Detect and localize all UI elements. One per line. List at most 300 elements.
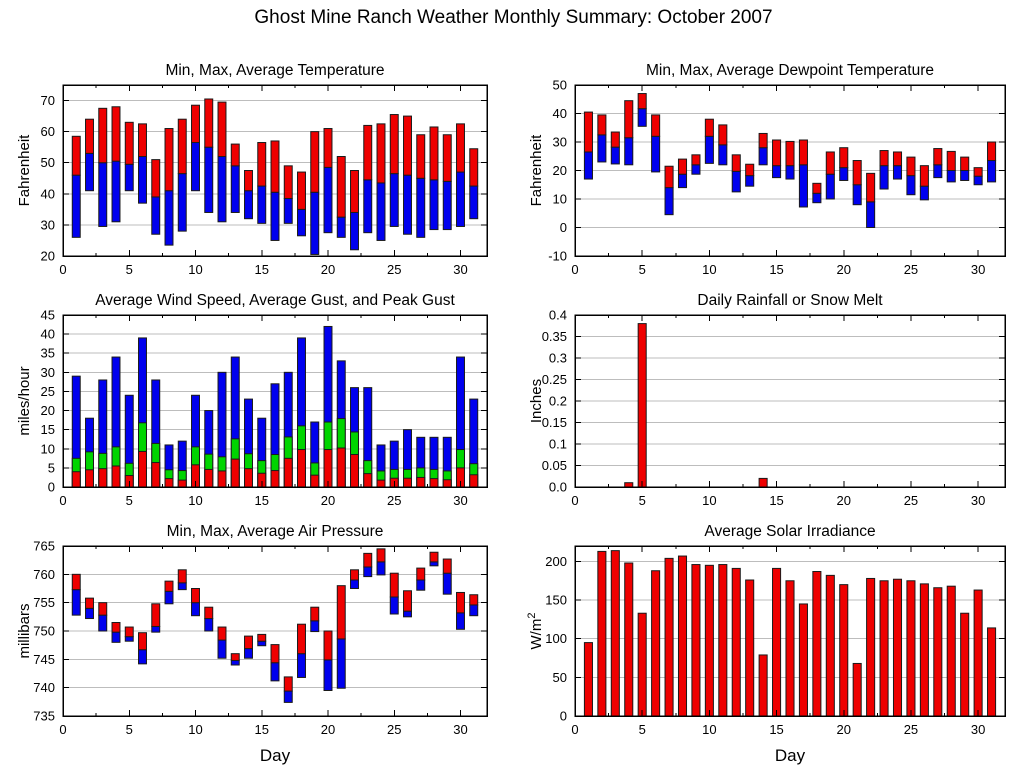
y-tick-label: 20 xyxy=(40,403,55,419)
bar-min-avg-day-2 xyxy=(598,135,606,162)
bar-day-18 xyxy=(813,572,821,717)
bar-day-10 xyxy=(705,565,713,716)
bar-min-avg-day-23 xyxy=(364,180,372,233)
y-tick-label: 10 xyxy=(40,441,55,457)
axis-labels xyxy=(528,292,985,508)
bar-avg-max-day-1 xyxy=(72,574,80,589)
bar-series-0-day-9 xyxy=(178,480,186,487)
bar-series-0-day-2 xyxy=(86,470,94,487)
bar-min-avg-day-20 xyxy=(840,168,848,181)
x-tick-label: 25 xyxy=(387,722,402,737)
bar-day-3 xyxy=(611,551,619,716)
bar-min-avg-day-10 xyxy=(192,603,200,616)
x-tick-label: 25 xyxy=(387,493,402,508)
bar-day-14 xyxy=(759,478,767,487)
y-tick-label: 745 xyxy=(33,651,55,667)
x-tick-label: 10 xyxy=(702,493,717,508)
bar-min-avg-day-24 xyxy=(893,166,901,179)
x-tick-label: 20 xyxy=(836,493,851,508)
x-tick-label: 10 xyxy=(188,493,203,508)
y-tick-label: 0 xyxy=(559,708,567,724)
y-tick-label: 60 xyxy=(40,124,55,140)
bar-series-0-day-26 xyxy=(404,478,412,487)
bar-avg-max-day-10 xyxy=(705,119,713,136)
x-tick-label: 30 xyxy=(970,722,986,737)
bar-min-avg-day-16 xyxy=(786,166,794,179)
bar-avg-max-day-5 xyxy=(638,94,646,109)
y-tick-label: 45 xyxy=(40,307,55,323)
bar-series-0-day-3 xyxy=(99,469,107,487)
y-tick-label: 50 xyxy=(40,155,55,171)
bar-series-0-day-31 xyxy=(470,475,478,487)
bar-series-0-day-28 xyxy=(430,479,438,487)
y-tick-label: 200 xyxy=(545,553,567,569)
x-tick-label: 20 xyxy=(836,722,851,737)
bar-avg-max-day-11 xyxy=(719,125,727,145)
bar-day-31 xyxy=(988,628,996,716)
bar-min-avg-day-27 xyxy=(417,178,425,237)
bar-avg-max-day-19 xyxy=(311,607,319,621)
bar-min-avg-day-24 xyxy=(377,183,385,241)
bar-avg-max-day-18 xyxy=(298,624,306,653)
bar-min-avg-day-30 xyxy=(457,613,465,629)
axis-labels xyxy=(526,523,985,765)
bar-avg-max-day-4 xyxy=(112,107,120,161)
bar-min-avg-day-15 xyxy=(258,641,266,646)
bar-avg-max-day-25 xyxy=(390,573,398,597)
bar-min-avg-day-22 xyxy=(867,202,875,228)
bar-min-avg-day-31 xyxy=(470,186,478,219)
bar-avg-max-day-16 xyxy=(271,645,279,663)
bar-day-20 xyxy=(840,585,848,716)
chart-wind xyxy=(16,292,487,508)
bar-avg-max-day-26 xyxy=(920,166,928,187)
bar-min-avg-day-18 xyxy=(813,193,821,202)
bar-min-avg-day-3 xyxy=(99,163,107,227)
bar-min-avg-day-26 xyxy=(404,175,412,234)
bar-min-avg-day-9 xyxy=(692,165,700,174)
bar-min-avg-day-11 xyxy=(205,147,213,212)
bar-avg-max-day-5 xyxy=(125,627,133,637)
bar-day-9 xyxy=(692,565,700,716)
bar-min-avg-day-17 xyxy=(799,165,807,207)
bar-min-avg-day-19 xyxy=(311,621,319,632)
x-tick-label: 0 xyxy=(59,722,67,737)
bar-min-avg-day-12 xyxy=(218,157,226,222)
x-tick-label: 15 xyxy=(254,262,269,277)
bar-min-avg-day-5 xyxy=(125,164,133,190)
bar-avg-max-day-10 xyxy=(192,589,200,603)
x-tick-label: 0 xyxy=(59,493,67,508)
y-axis-label: Fahrenheit xyxy=(528,134,545,207)
bar-avg-max-day-22 xyxy=(867,173,875,202)
chart-title: Average Wind Speed, Average Gust, and Peak Gust xyxy=(95,292,455,309)
bar-avg-max-day-30 xyxy=(974,168,982,177)
bar-min-avg-day-30 xyxy=(457,172,465,226)
bar-day-4 xyxy=(625,563,633,716)
y-tick-label: 760 xyxy=(33,566,55,582)
bar-day-8 xyxy=(678,556,686,716)
x-tick-label: 10 xyxy=(188,722,203,737)
bar-day-27 xyxy=(934,588,942,716)
y-axis-label: Fahrenheit xyxy=(16,134,33,207)
y-axis-label: $W/m^2$ xyxy=(526,612,545,650)
bar-day-21 xyxy=(853,663,861,716)
bar-avg-max-day-31 xyxy=(988,142,996,161)
bar-day-7 xyxy=(665,558,673,716)
bar-avg-max-day-24 xyxy=(893,152,901,166)
bar-avg-max-day-19 xyxy=(826,152,834,174)
bar-avg-max-day-20 xyxy=(324,129,332,168)
bar-min-avg-day-6 xyxy=(139,650,147,664)
y-tick-label: 765 xyxy=(33,538,55,554)
bar-avg-max-day-6 xyxy=(652,115,660,136)
bar-min-avg-day-11 xyxy=(205,619,213,631)
bar-min-avg-day-24 xyxy=(377,562,385,575)
x-tick-label: 30 xyxy=(970,262,986,277)
y-tick-label: 0.4 xyxy=(548,307,567,323)
bar-avg-max-day-27 xyxy=(417,135,425,179)
bar-avg-max-day-3 xyxy=(99,108,107,162)
bar-avg-max-day-15 xyxy=(773,140,781,166)
bar-avg-max-day-6 xyxy=(139,633,147,650)
x-tick-label: 0 xyxy=(571,493,579,508)
bar-avg-max-day-17 xyxy=(284,166,292,199)
bar-min-avg-day-27 xyxy=(417,580,425,590)
bar-min-avg-day-21 xyxy=(337,639,345,688)
bar-min-avg-day-3 xyxy=(611,147,619,164)
bar-min-avg-day-18 xyxy=(298,654,306,678)
bar-avg-max-day-30 xyxy=(457,592,465,612)
bar-min-avg-day-23 xyxy=(364,567,372,577)
bar-series-0-day-8 xyxy=(165,479,173,487)
bar-min-avg-day-18 xyxy=(298,209,306,235)
y-tick-label: 40 xyxy=(40,186,55,202)
bar-day-15 xyxy=(773,568,781,716)
axis-labels xyxy=(16,62,468,277)
bar-min-avg-day-6 xyxy=(652,136,660,172)
bar-avg-max-day-22 xyxy=(351,570,359,580)
bar-day-13 xyxy=(746,580,754,716)
x-tick-label: 0 xyxy=(571,262,579,277)
y-tick-label: 0 xyxy=(47,479,55,495)
y-tick-label: 25 xyxy=(40,383,55,399)
bar-min-avg-day-2 xyxy=(86,608,94,618)
x-tick-label: 30 xyxy=(453,722,468,737)
bar-avg-max-day-4 xyxy=(112,623,120,633)
bar-min-avg-day-1 xyxy=(584,152,592,179)
bar-avg-max-day-8 xyxy=(165,129,173,191)
bar-avg-max-day-13 xyxy=(231,654,239,661)
x-tick-label: 5 xyxy=(638,262,646,277)
y-tick-label: 35 xyxy=(40,345,55,361)
chart-dewpoint xyxy=(528,62,1005,277)
bar-avg-max-day-14 xyxy=(245,636,253,648)
x-tick-label: 10 xyxy=(702,722,717,737)
bar-avg-max-day-6 xyxy=(139,124,147,157)
bar-avg-max-day-13 xyxy=(746,164,754,175)
bar-avg-max-day-23 xyxy=(364,553,372,567)
bar-day-14 xyxy=(759,655,767,716)
x-tick-label: 20 xyxy=(320,262,336,277)
bar-min-avg-day-15 xyxy=(773,166,781,178)
bar-avg-max-day-28 xyxy=(430,552,438,562)
bar-min-avg-day-4 xyxy=(112,632,120,642)
x-tick-label: 15 xyxy=(254,722,269,737)
bar-series-0-day-21 xyxy=(337,448,345,487)
bar-series-0-day-27 xyxy=(417,477,425,487)
bar-avg-max-day-29 xyxy=(443,559,451,573)
bar-avg-max-day-21 xyxy=(337,586,345,639)
bar-avg-max-day-26 xyxy=(404,591,412,611)
bars xyxy=(72,549,477,703)
x-tick-label: 25 xyxy=(903,722,919,737)
bar-avg-max-day-2 xyxy=(86,119,94,153)
chart-title: Min, Max, Average Temperature xyxy=(165,62,385,79)
bar-avg-max-day-25 xyxy=(907,157,915,176)
axis-labels xyxy=(16,292,468,508)
x-tick-label: 5 xyxy=(638,722,646,737)
bar-avg-max-day-25 xyxy=(390,115,398,174)
bar-day-2 xyxy=(598,551,606,716)
bar-avg-max-day-3 xyxy=(611,132,619,147)
bar-min-avg-day-1 xyxy=(72,175,80,237)
x-tick-label: 30 xyxy=(453,262,468,277)
bar-day-6 xyxy=(652,571,660,716)
bar-series-0-day-7 xyxy=(152,463,160,487)
y-tick-label: 0.15 xyxy=(541,415,567,430)
bar-avg-max-day-7 xyxy=(665,166,673,187)
bar-series-0-day-17 xyxy=(284,458,292,487)
bar-avg-max-day-15 xyxy=(258,634,266,641)
x-tick-label: 20 xyxy=(320,493,336,508)
bar-min-avg-day-8 xyxy=(165,191,173,245)
bar-avg-max-day-28 xyxy=(947,151,955,170)
bar-day-28 xyxy=(947,586,955,716)
bar-day-19 xyxy=(826,575,834,716)
bar-min-avg-day-25 xyxy=(390,174,398,227)
bar-series-0-day-11 xyxy=(205,469,213,487)
bar-avg-max-day-4 xyxy=(625,101,633,138)
bar-min-avg-day-7 xyxy=(665,188,673,215)
bar-min-avg-day-1 xyxy=(72,590,80,616)
bar-min-avg-day-21 xyxy=(853,185,861,205)
bar-min-avg-day-31 xyxy=(988,161,996,182)
bar-min-avg-day-14 xyxy=(245,649,253,659)
x-tick-label: 20 xyxy=(320,722,336,737)
bar-min-avg-day-19 xyxy=(311,192,319,254)
x-tick-label: 25 xyxy=(387,262,402,277)
bar-min-avg-day-9 xyxy=(178,174,186,232)
bar-min-avg-day-28 xyxy=(947,171,955,182)
bar-avg-max-day-23 xyxy=(880,151,888,166)
bar-avg-max-day-7 xyxy=(152,604,160,627)
bar-avg-max-day-9 xyxy=(178,570,186,583)
bars xyxy=(584,551,995,716)
bar-avg-max-day-21 xyxy=(337,157,345,218)
y-tick-label: 0.35 xyxy=(541,329,567,344)
bar-avg-max-day-18 xyxy=(298,172,306,209)
bar-min-avg-day-8 xyxy=(678,174,686,187)
bar-series-0-day-13 xyxy=(231,459,239,487)
bar-avg-max-day-12 xyxy=(218,102,226,156)
y-tick-label: 740 xyxy=(33,680,55,696)
y-tick-label: 0.2 xyxy=(548,393,567,409)
chart-temperature xyxy=(16,62,487,277)
bar-min-avg-day-25 xyxy=(390,597,398,614)
x-tick-label: 0 xyxy=(59,262,67,277)
y-tick-label: 150 xyxy=(545,592,567,608)
bar-min-avg-day-28 xyxy=(430,562,438,566)
bar-series-0-day-23 xyxy=(364,474,372,487)
bar-day-23 xyxy=(880,581,888,716)
bar-min-avg-day-23 xyxy=(880,166,888,189)
bar-min-avg-day-14 xyxy=(245,191,253,219)
bar-min-avg-day-29 xyxy=(443,181,451,229)
bars xyxy=(625,324,767,487)
bar-min-avg-day-5 xyxy=(638,109,646,127)
bar-series-0-day-1 xyxy=(72,472,80,487)
bar-day-25 xyxy=(907,581,915,716)
bar-min-avg-day-31 xyxy=(470,605,478,616)
y-tick-label: 100 xyxy=(545,631,567,647)
bar-avg-max-day-27 xyxy=(417,568,425,580)
bar-avg-max-day-1 xyxy=(72,136,80,175)
y-tick-label: 0.25 xyxy=(541,372,567,387)
bar-min-avg-day-4 xyxy=(112,161,120,222)
x-tick-label: 15 xyxy=(769,493,784,508)
bar-avg-max-day-10 xyxy=(192,105,200,142)
bar-avg-max-day-30 xyxy=(457,124,465,172)
bar-series-0-day-14 xyxy=(245,469,253,487)
y-tick-label: 0 xyxy=(559,220,567,235)
bar-series-0-day-22 xyxy=(351,455,359,487)
bar-avg-max-day-11 xyxy=(205,607,213,618)
bar-avg-max-day-28 xyxy=(430,127,438,180)
bar-avg-max-day-12 xyxy=(218,627,226,640)
bar-avg-max-day-21 xyxy=(853,161,861,185)
x-tick-label: 25 xyxy=(903,262,919,277)
bar-day-24 xyxy=(893,579,901,716)
bar-min-avg-day-26 xyxy=(920,186,928,200)
y-tick-label: 735 xyxy=(33,708,55,724)
y-tick-label: 30 xyxy=(552,134,567,150)
bar-min-avg-day-21 xyxy=(337,217,345,237)
bar-avg-max-day-31 xyxy=(470,149,478,186)
bar-avg-max-day-26 xyxy=(404,116,412,175)
bar-min-avg-day-15 xyxy=(258,186,266,223)
bar-avg-max-day-2 xyxy=(86,598,94,608)
bars xyxy=(72,326,477,487)
bar-avg-max-day-17 xyxy=(284,677,292,691)
bar-day-12 xyxy=(732,568,740,716)
bar-avg-max-day-29 xyxy=(443,135,451,182)
bar-day-29 xyxy=(961,613,969,716)
axis-labels xyxy=(528,62,985,277)
chart-title: Average Solar Irradiance xyxy=(704,523,876,540)
y-tick-label: 5 xyxy=(47,460,55,476)
y-axis-label: miles/hour xyxy=(16,366,33,436)
bar-avg-max-day-14 xyxy=(245,171,253,191)
y-tick-label: 20 xyxy=(40,248,55,264)
y-tick-label: 0.05 xyxy=(541,458,567,473)
bar-series-0-day-4 xyxy=(112,466,120,487)
bar-min-avg-day-29 xyxy=(443,573,451,594)
bar-avg-max-day-12 xyxy=(732,155,740,172)
axis-labels xyxy=(16,523,468,765)
bar-min-avg-day-16 xyxy=(271,192,279,240)
bar-min-avg-day-12 xyxy=(732,171,740,192)
bar-avg-max-day-8 xyxy=(678,159,686,174)
x-tick-label: 5 xyxy=(125,722,133,737)
bar-day-17 xyxy=(799,604,807,716)
y-tick-label: 50 xyxy=(552,669,567,685)
y-tick-label: 40 xyxy=(552,106,567,121)
y-tick-label: 40 xyxy=(40,326,55,342)
y-tick-label: 30 xyxy=(40,364,55,380)
bar-series-0-day-12 xyxy=(218,471,226,487)
bar-avg-max-day-2 xyxy=(598,115,606,135)
y-tick-label: 755 xyxy=(33,595,55,611)
bar-avg-max-day-1 xyxy=(584,112,592,152)
bar-avg-max-day-18 xyxy=(813,183,821,193)
y-tick-label: 50 xyxy=(552,77,567,93)
bar-min-avg-day-16 xyxy=(271,663,279,681)
bar-day-11 xyxy=(719,565,727,716)
y-tick-label: 0.3 xyxy=(548,350,567,366)
bar-avg-max-day-24 xyxy=(377,124,385,183)
bar-min-avg-day-25 xyxy=(907,176,915,195)
bar-min-avg-day-7 xyxy=(152,626,160,632)
bar-min-avg-day-8 xyxy=(165,591,173,603)
x-tick-label: 15 xyxy=(769,722,784,737)
bar-avg-max-day-9 xyxy=(692,155,700,165)
bar-avg-max-day-14 xyxy=(759,133,767,147)
bar-day-16 xyxy=(786,581,794,716)
bar-day-26 xyxy=(920,584,928,716)
y-axis-label: Inches xyxy=(528,378,545,424)
bar-min-avg-day-17 xyxy=(284,198,292,223)
bar-min-avg-day-26 xyxy=(404,611,412,617)
bar-min-avg-day-13 xyxy=(231,660,239,665)
bar-avg-max-day-11 xyxy=(205,99,213,147)
bar-series-0-day-16 xyxy=(271,471,279,487)
x-tick-label: 20 xyxy=(836,262,851,277)
bar-series-0-day-18 xyxy=(298,450,306,487)
bar-day-5 xyxy=(638,613,646,716)
bar-day-5 xyxy=(638,324,646,487)
x-tick-label: 25 xyxy=(903,493,919,508)
x-tick-label: 30 xyxy=(453,493,468,508)
bar-min-avg-day-13 xyxy=(231,166,239,213)
bar-min-avg-day-27 xyxy=(934,165,942,178)
bar-series-0-day-29 xyxy=(443,480,451,487)
chart-title: Min, Max, Average Air Pressure xyxy=(166,523,384,540)
x-tick-label: 10 xyxy=(702,262,717,277)
chart-pressure xyxy=(16,523,487,765)
bar-day-1 xyxy=(584,643,592,716)
bar-min-avg-day-20 xyxy=(324,660,332,691)
x-tick-label: 15 xyxy=(254,493,269,508)
y-tick-label: 70 xyxy=(40,93,55,109)
y-tick-label: 0.1 xyxy=(548,436,567,452)
y-tick-label: 30 xyxy=(40,217,55,233)
bar-min-avg-day-11 xyxy=(719,145,727,165)
bar-min-avg-day-30 xyxy=(974,176,982,185)
x-tick-label: 15 xyxy=(769,262,784,277)
x-tick-label: 5 xyxy=(125,493,133,508)
bar-min-avg-day-28 xyxy=(430,180,438,230)
